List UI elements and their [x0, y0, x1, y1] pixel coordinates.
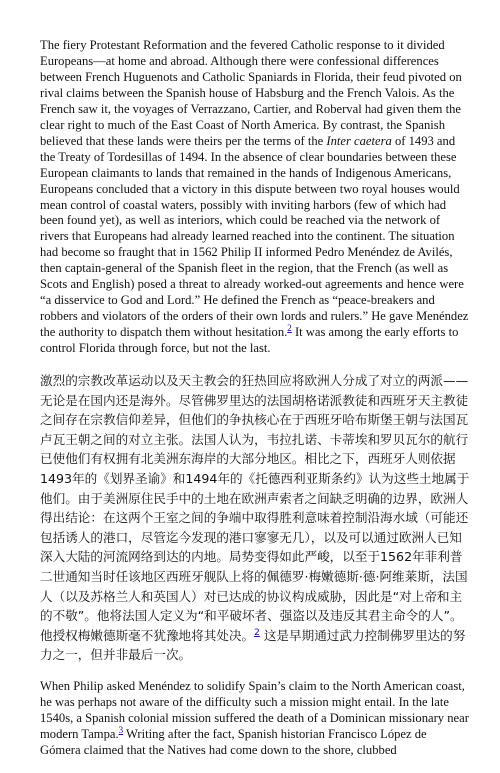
- document-page: [40, 38, 470, 773]
- footnote-link[interactable]: 2: [254, 627, 260, 638]
- italic-title: Inter caetera: [326, 133, 392, 148]
- text-segment: 激烈的宗教改革运动以及天主教会的狂热回应将欧洲人分成了对立的两派——无论是在国内还是海外。尽管佛罗里达的法国胡格诺派教徒和西班牙天主教徒之间存在宗教信仰差异，但他们的争执核心在于西班牙哈布斯堡王朝与法国瓦卢瓦王朝之间的对立主张。法国人认为，韦拉扎诺、卡蒂埃和罗贝瓦尔的航行已使他们有权拥有北美洲东海岸的大部分地区。相比之下，西班牙人则依据1493年的《划界圣谕》和1494年的《托德西利亚斯条约》认为这些土地属于他们。由于美洲原住民手中的土地在欧洲声索者之间缺乏明确的边界，欧洲人得出结论：在这两个王室之间的争端中取得胜利意味着控制沿海水域（可能还包括诱人的港口，尽管迄今发现的港口寥寥无几），以及可以通过欧洲人已知深入大陆的河流网络到达的内地。局势变得如此严峻，以至于1562年菲利普二世通知当时任该地区西班牙舰队上将的佩德罗·梅嫩德斯·德·阿维莱斯，法国人（以及苏格兰人和英国人）对已达成的协议构成威胁，因此是“对上帝和主的不敬”。他将法国人定义为“和平破坏者、强盗以及违反其君主命令的人”。他授权梅嫩德斯毫不犹豫地将其处决。: [40, 373, 470, 643]
- paragraph-english-1: [40, 38, 470, 357]
- text-segment: When Philip asked Menéndez to solidify Spain’s claim to the North American coast, he was perhaps not aware of the difficulty such a mission might entail. In the late 1540s, a Spanish colonial mission suffered the death of a Dominican missionary near modern Tampa.: [40, 678, 469, 741]
- text-segment: Writing after the fact, Spanish historian Francisco López de Gómera claimed that the Natives had come down to the shore, clubbed: [40, 726, 427, 757]
- text-segment: 这是早期通过武力控制佛罗里达的努力之一，但并非最后一次。: [40, 627, 466, 663]
- paragraph-chinese-translation: [40, 371, 470, 665]
- text-segment: of 1493 and the Treaty of Tordesillas of 1494. In the absence of clear boundaries between these European claimants to lands that remained in the hands of Indigenous Americans, Europeans concluded that a victory in this dispute between two royal houses would mean control of coastal waters, possibly with inviting harbors (few of which had been found yet), as well as interiors, which could be reached via the network of rivers that Europeans had already learned reached into the continent. The situation had become so fraught that in 1562 Philip II informed Pedro Menéndez de Avilés, then captain-general of the Spanish fleet in the region, that the French (as well as Scots and English) posed a threat to already worked-out agreements and hence were “a disservice to God and Lord.” He defined the French as “peace-breakers and robbers and violators of the orders of their own lords and rulers.” He gave Menéndez the authority to dispatch them without hesitation.: [40, 133, 469, 340]
- text-segment: It was among the early efforts to control Florida through force, but not the last.: [40, 325, 459, 356]
- paragraph-english-2: [40, 679, 470, 759]
- footnote-link[interactable]: 2: [287, 322, 292, 333]
- footnote-link[interactable]: 3: [118, 724, 124, 735]
- text-segment: The fiery Protestant Reformation and the fevered Catholic response to it divided Europeans—at home and abroad. Although there were confessional differences between French Huguenots and Catholic Spaniards in Florida, their feud pivoted on rival claims between the Spanish house of Habsburg and the French Valois. As the French saw it, the voyages of Verrazzano, Cartier, and Roberval had given them the clear right to much of the East Coast of North America. By contrast, the Spanish believed that these lands were theirs per the terms of the: [40, 38, 462, 148]
